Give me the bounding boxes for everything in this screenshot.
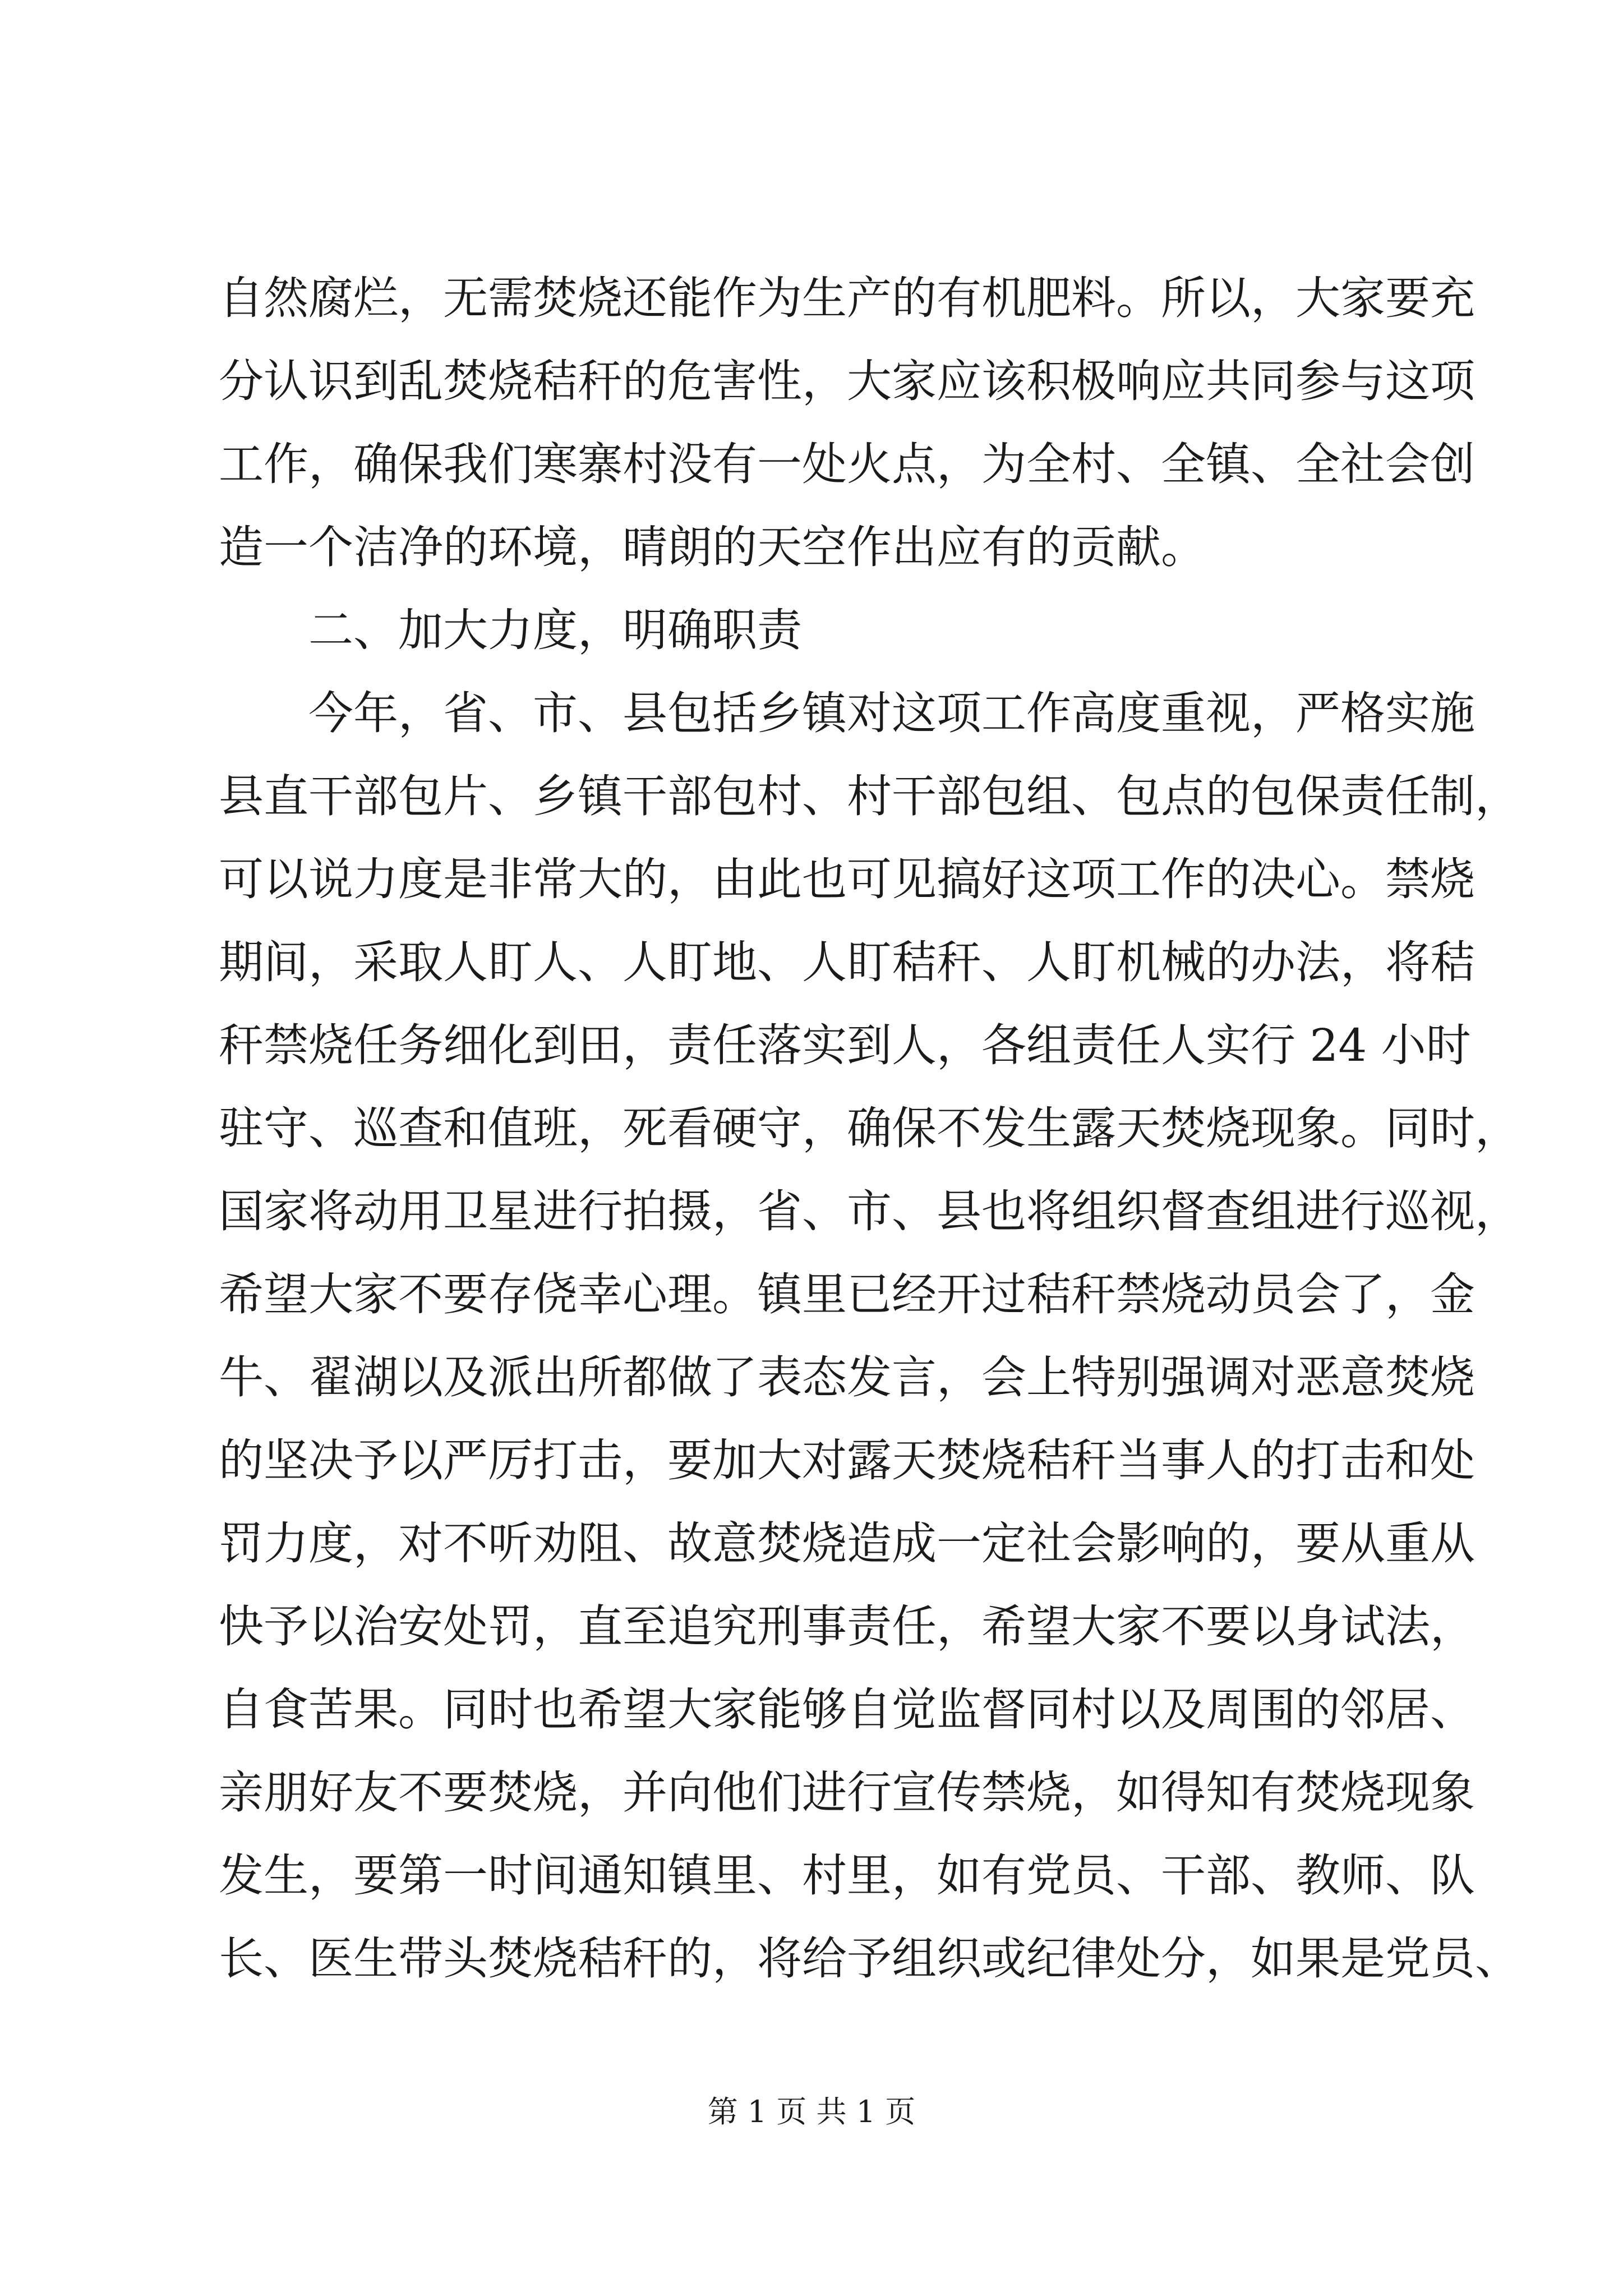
text-line: 自食苦果。同时也希望大家能够自觉监督同村以及周围的邻居、 — [219, 1683, 1475, 1736]
text-line: 可以说力度是非常大的，由此也可见搞好这项工作的决心。禁烧 — [219, 853, 1475, 905]
text-line: 工作，确保我们寒寨村没有一处火点，为全村、全镇、全社会创 — [219, 438, 1475, 490]
text-line: 驻守、巡查和值班，死看硬守，确保不发生露天焚烧现象。同时， — [219, 1102, 1520, 1154]
text-line: 希望大家不要存侥幸心理。镇里已经开过秸秆禁烧动员会了，金 — [219, 1268, 1475, 1320]
text-line: 亲朋好友不要焚烧，并向他们进行宣传禁烧，如得知有焚烧现象 — [219, 1766, 1475, 1819]
text-line: 二、加大力度，明确职责 — [308, 604, 802, 656]
text-line: 的坚决予以严厉打击，要加大对露天焚烧秸秆当事人的打击和处 — [219, 1434, 1475, 1487]
text-line: 长、医生带头焚烧秸秆的，将给予组织或纪律处分，如果是党员、 — [219, 1932, 1520, 1985]
text-line: 快予以治安处罚，直至追究刑事责任，希望大家不要以身试法， — [219, 1600, 1475, 1653]
text-line: 秆禁烧任务细化到田，责任落实到人，各组责任人实行 24 小时 — [219, 1019, 1471, 1071]
text-line: 今年，省、市、县包括乡镇对这项工作高度重视，严格实施 — [308, 687, 1475, 739]
page-footer: 第 1 页 共 1 页 — [707, 2094, 916, 2129]
text-line: 期间，采取人盯人、人盯地、人盯秸秆、人盯机械的办法，将秸 — [219, 936, 1475, 988]
text-line: 发生，要第一时间通知镇里、村里，如有党员、干部、教师、队 — [219, 1849, 1475, 1902]
text-line: 自然腐烂，无需焚烧还能作为生产的有机肥料。所以，大家要充 — [219, 272, 1475, 324]
text-line: 分认识到乱焚烧秸秆的危害性，大家应该积极响应共同参与这项 — [219, 355, 1475, 407]
text-line: 国家将动用卫星进行拍摄，省、市、县也将组织督查组进行巡视， — [219, 1185, 1520, 1237]
text-line: 县直干部包片、乡镇干部包村、村干部包组、包点的包保责任制， — [219, 770, 1520, 822]
text-line: 造一个洁净的环境，晴朗的天空作出应有的贡献。 — [219, 521, 1206, 573]
text-line: 牛、翟湖以及派出所都做了表态发言，会上特别强调对恶意焚烧 — [219, 1351, 1475, 1404]
text-line: 罚力度，对不听劝阻、故意焚烧造成一定社会影响的，要从重从 — [219, 1517, 1475, 1570]
document-body — [219, 257, 1520, 2000]
